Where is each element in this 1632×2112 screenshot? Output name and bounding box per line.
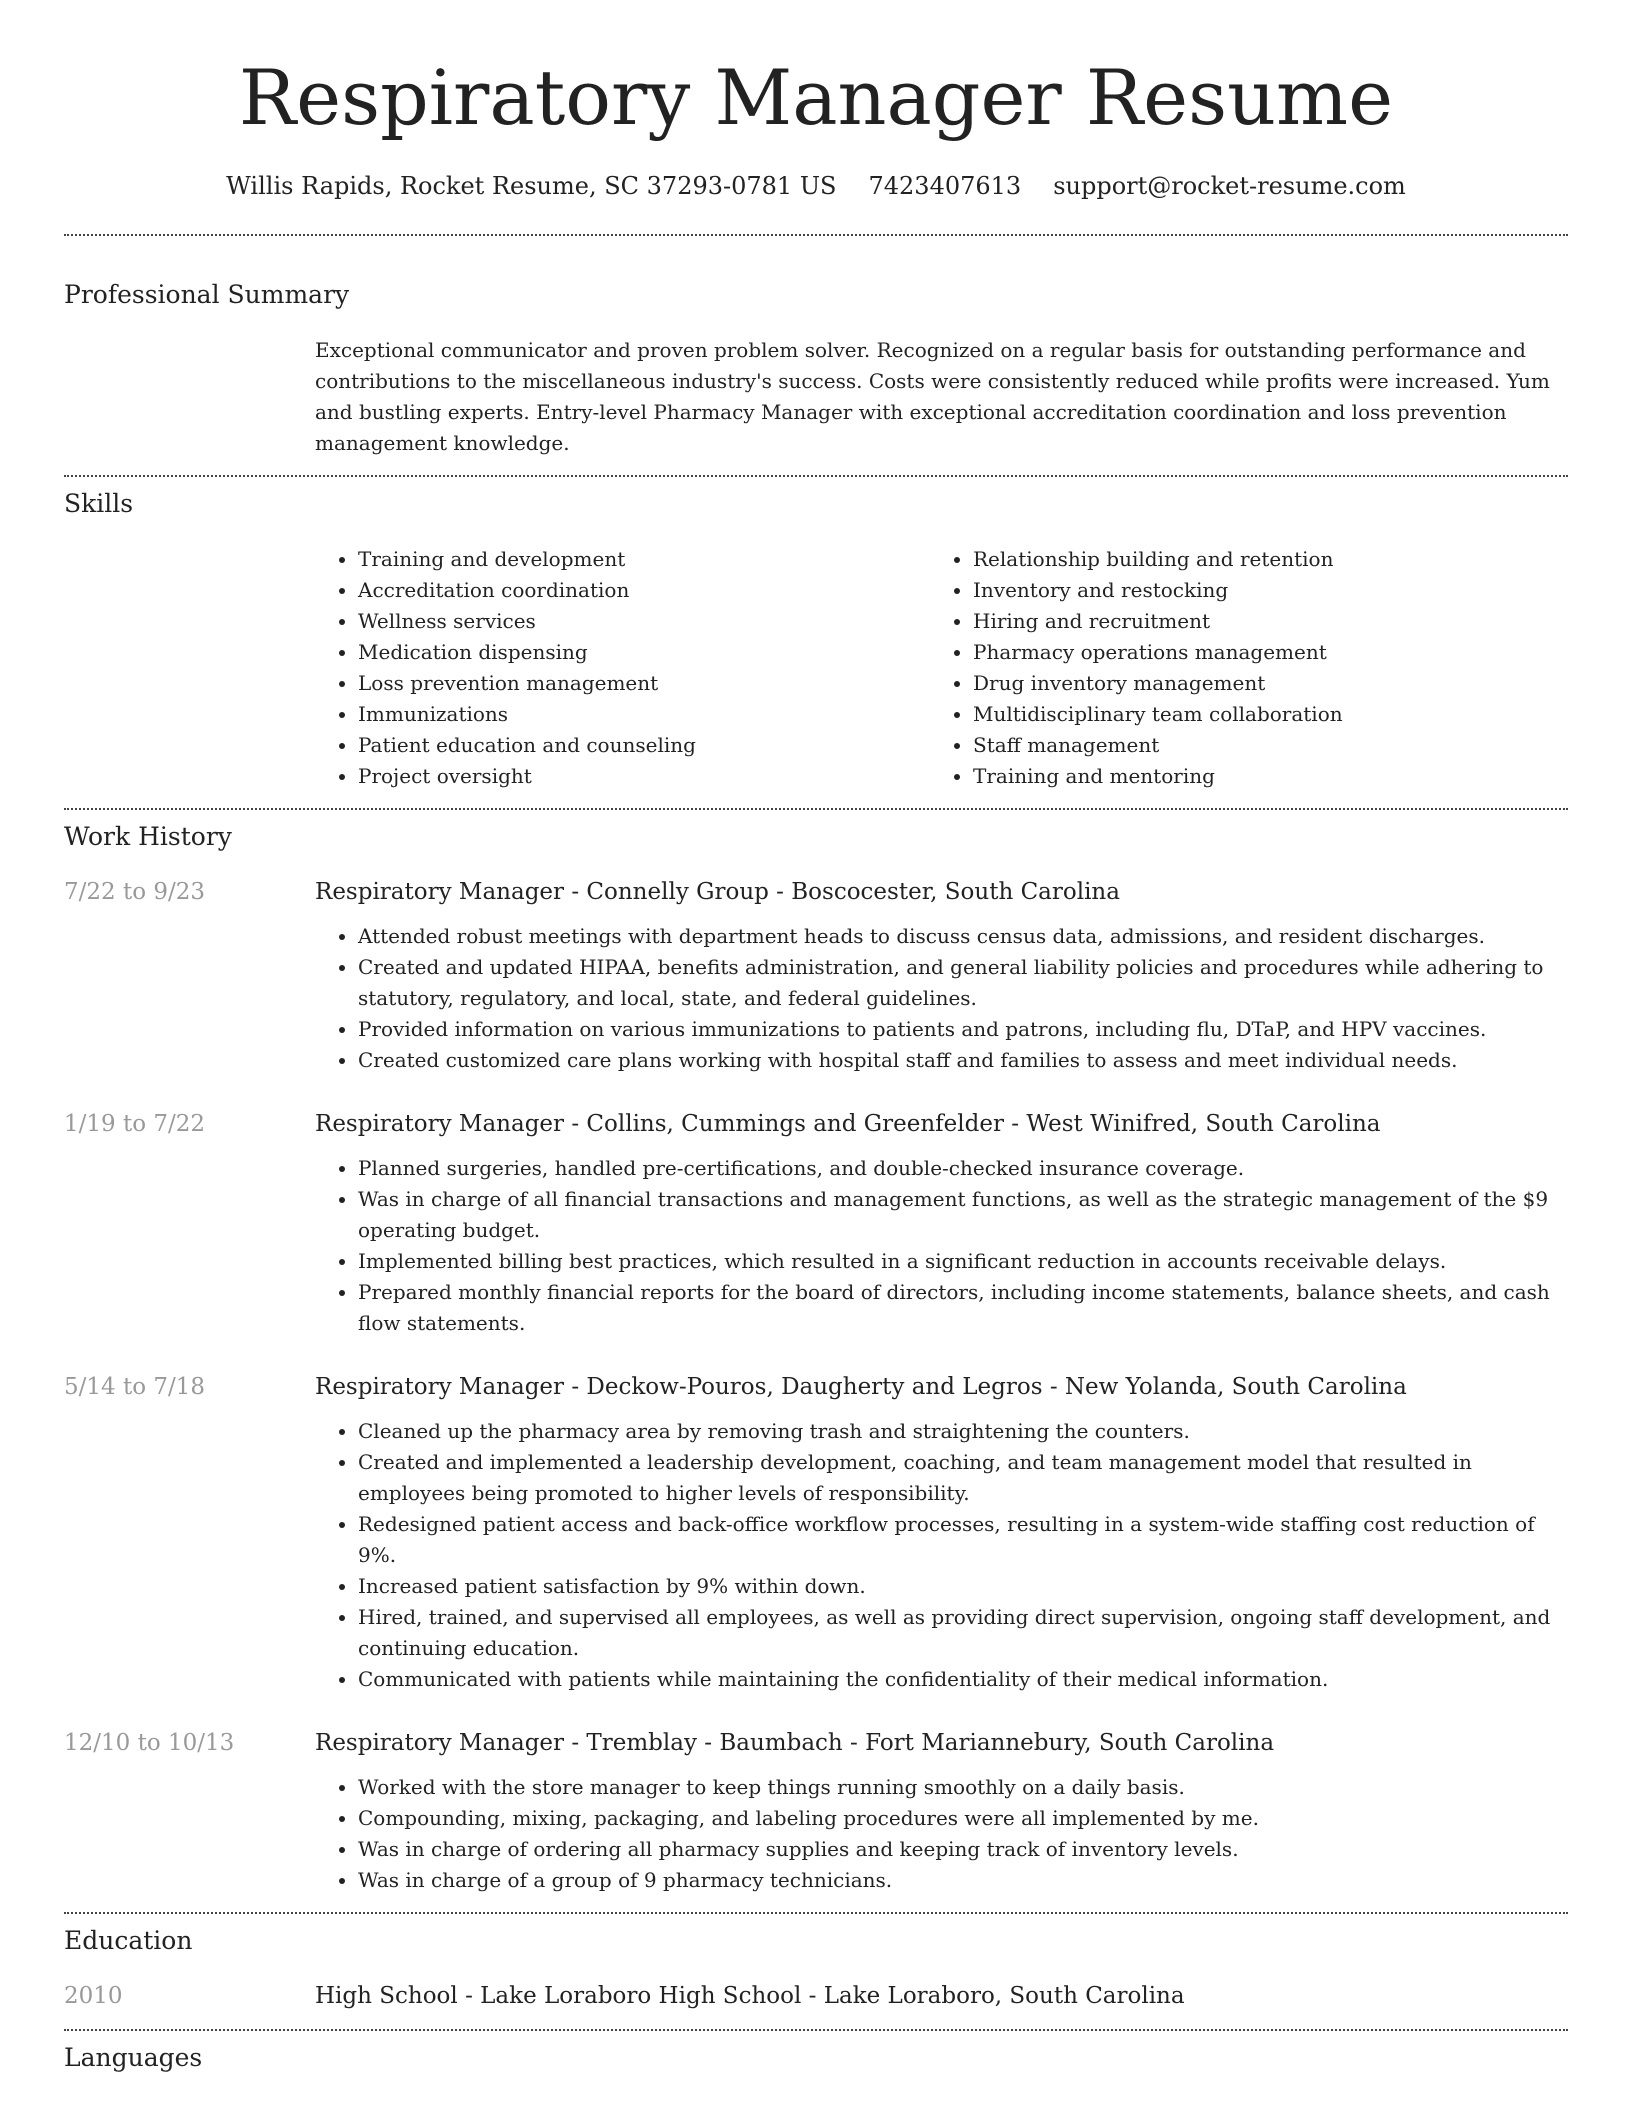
job-entry [64,877,1632,1076]
skill-item: • Patient education and counseling [358,730,930,761]
contact-email: support@rocket-resume.com [1053,172,1406,200]
skill-item: • Wellness services [358,606,930,637]
job-entry [64,1728,1632,1896]
job-bullet: • Redesigned patient access and back-office workflow processes, resulting in a system-wide staffing cost reduction of 9%. [358,1509,1568,1571]
job-bullet: • Communicated with patients while maintaining the confidentiality of their medical information. [358,1664,1568,1695]
job-details [315,1109,1568,1339]
languages-section [64,2043,1632,2072]
skill-item: • Training and development [358,544,930,575]
job-title: Respiratory Manager - Connelly Group - Boscocester, South Carolina [315,879,1120,905]
job-entry [64,1372,1632,1695]
contact-line [64,172,1568,200]
education-heading: Education [64,1926,193,1955]
languages-heading: Languages [64,2043,203,2072]
skill-item: • Loss prevention management [358,668,930,699]
job-bullet: • Provided information on various immunizations to patients and patrons, including flu, DTaP, and HPV vaccines. [358,1014,1568,1045]
summary-text: Exceptional communicator and proven problem solver. Recognized on a regular basis for outstanding performance and contributions to the miscellaneous industry's success. Costs were consistently reduced while profits were increased. Yum and bustling experts. Entry-level Pharmacy Manager with exceptional accreditation coordination and loss prevention management knowledge. [315,338,1550,455]
skill-item: • Relationship building and retention [973,544,1545,575]
job-bullet: • Cleaned up the pharmacy area by removing trash and straightening the counters. [358,1416,1568,1447]
job-bullet: • Created customized care plans working with hospital staff and families to assess and meet individual needs. [358,1045,1568,1076]
skill-item: • Accreditation coordination [358,575,930,606]
skill-item: • Multidisciplinary team collaboration [973,699,1545,730]
section-divider [64,1912,1568,1914]
job-title: Respiratory Manager - Collins, Cummings and Greenfelder - West Winifred, South Carolina [315,1111,1381,1137]
job-bullet: • Worked with the store manager to keep things running smoothly on a daily basis. [358,1772,1568,1803]
job-bullet: • Was in charge of all financial transactions and management functions, as well as the strategic management of the $9 operating budget. [358,1184,1568,1246]
skill-item: • Drug inventory management [973,668,1545,699]
skill-item: • Medication dispensing [358,637,930,668]
job-bullet: • Prepared monthly financial reports for the board of directors, including income statements, balance sheets, and cash flow statements. [358,1277,1568,1339]
education-title: High School - Lake Loraboro High School - Lake Loraboro, South Carolina [315,1983,1185,2009]
resume-title: Respiratory Manager Resume [238,53,1394,142]
skill-item: • Pharmacy operations management [973,637,1545,668]
job-bullets [315,1772,1568,1896]
job-bullet: • Planned surgeries, handled pre-certifications, and double-checked insurance coverage. [358,1153,1568,1184]
job-bullet: • Created and updated HIPAA, benefits administration, and general liability policies and procedures while adhering to statutory, regulatory, and local, state, and federal guidelines. [358,952,1568,1014]
resume-page [64,0,1632,2072]
section-divider [64,234,1568,236]
job-details [315,1372,1568,1695]
skill-item: • Training and mentoring [973,761,1545,792]
job-dates: 7/22 to 9/23 [64,879,206,905]
job-bullet: • Increased patient satisfaction by 9% within down. [358,1571,1568,1602]
job-bullet: • Implemented billing best practices, which resulted in a significant reduction in accounts receivable delays. [358,1246,1568,1277]
section-divider [64,808,1568,810]
job-bullets [315,921,1568,1076]
skills-heading: Skills [64,489,134,518]
job-bullet: • Created and implemented a leadership development, coaching, and team management model that resulted in employees being promoted to higher levels of responsibility. [358,1447,1568,1509]
job-details [315,877,1568,1076]
job-dates: 12/10 to 10/13 [64,1730,235,1756]
job-bullet: • Attended robust meetings with department heads to discuss census data, admissions, and resident discharges. [358,921,1568,952]
education-details [315,1981,1568,2011]
job-title: Respiratory Manager - Tremblay - Baumbach - Fort Mariannebury, South Carolina [315,1730,1275,1756]
skill-item: • Staff management [973,730,1545,761]
job-bullet: • Was in charge of ordering all pharmacy supplies and keeping track of inventory levels. [358,1834,1568,1865]
job-dates: 5/14 to 7/18 [64,1374,206,1400]
summary-section [64,280,1632,459]
section-divider [64,475,1568,477]
skill-item: • Immunizations [358,699,930,730]
summary-body [315,335,1568,459]
work-section [64,822,1632,1896]
job-bullet: • Was in charge of a group of 9 pharmacy technicians. [358,1865,1568,1896]
skill-item: • Inventory and restocking [973,575,1545,606]
education-entry [64,1981,1632,2011]
skill-item: • Project oversight [358,761,930,792]
contact-phone: 7423407613 [868,172,1022,200]
skills-column-right [930,544,1545,792]
work-heading: Work History [64,822,232,851]
education-section [64,1926,1632,2011]
job-bullet: • Hired, trained, and supervised all employees, as well as providing direct supervision, ongoing staff development, and continuing education. [358,1602,1568,1664]
skills-column-left [315,544,930,792]
job-bullets [315,1416,1568,1695]
summary-heading: Professional Summary [64,280,350,309]
skill-item: • Hiring and recruitment [973,606,1545,637]
job-dates: 1/19 to 7/22 [64,1111,206,1137]
education-year: 2010 [64,1983,123,2009]
job-entry [64,1109,1632,1339]
job-bullet: • Compounding, mixing, packaging, and labeling procedures were all implemented by me. [358,1803,1568,1834]
job-details [315,1728,1568,1896]
skills-list [315,544,1568,792]
skills-section [64,489,1632,792]
section-divider [64,2029,1568,2031]
job-title: Respiratory Manager - Deckow-Pouros, Daugherty and Legros - New Yolanda, South Carolina [315,1374,1407,1400]
job-bullets [315,1153,1568,1339]
contact-address: Willis Rapids, Rocket Resume, SC 37293-0781 US [226,172,837,200]
